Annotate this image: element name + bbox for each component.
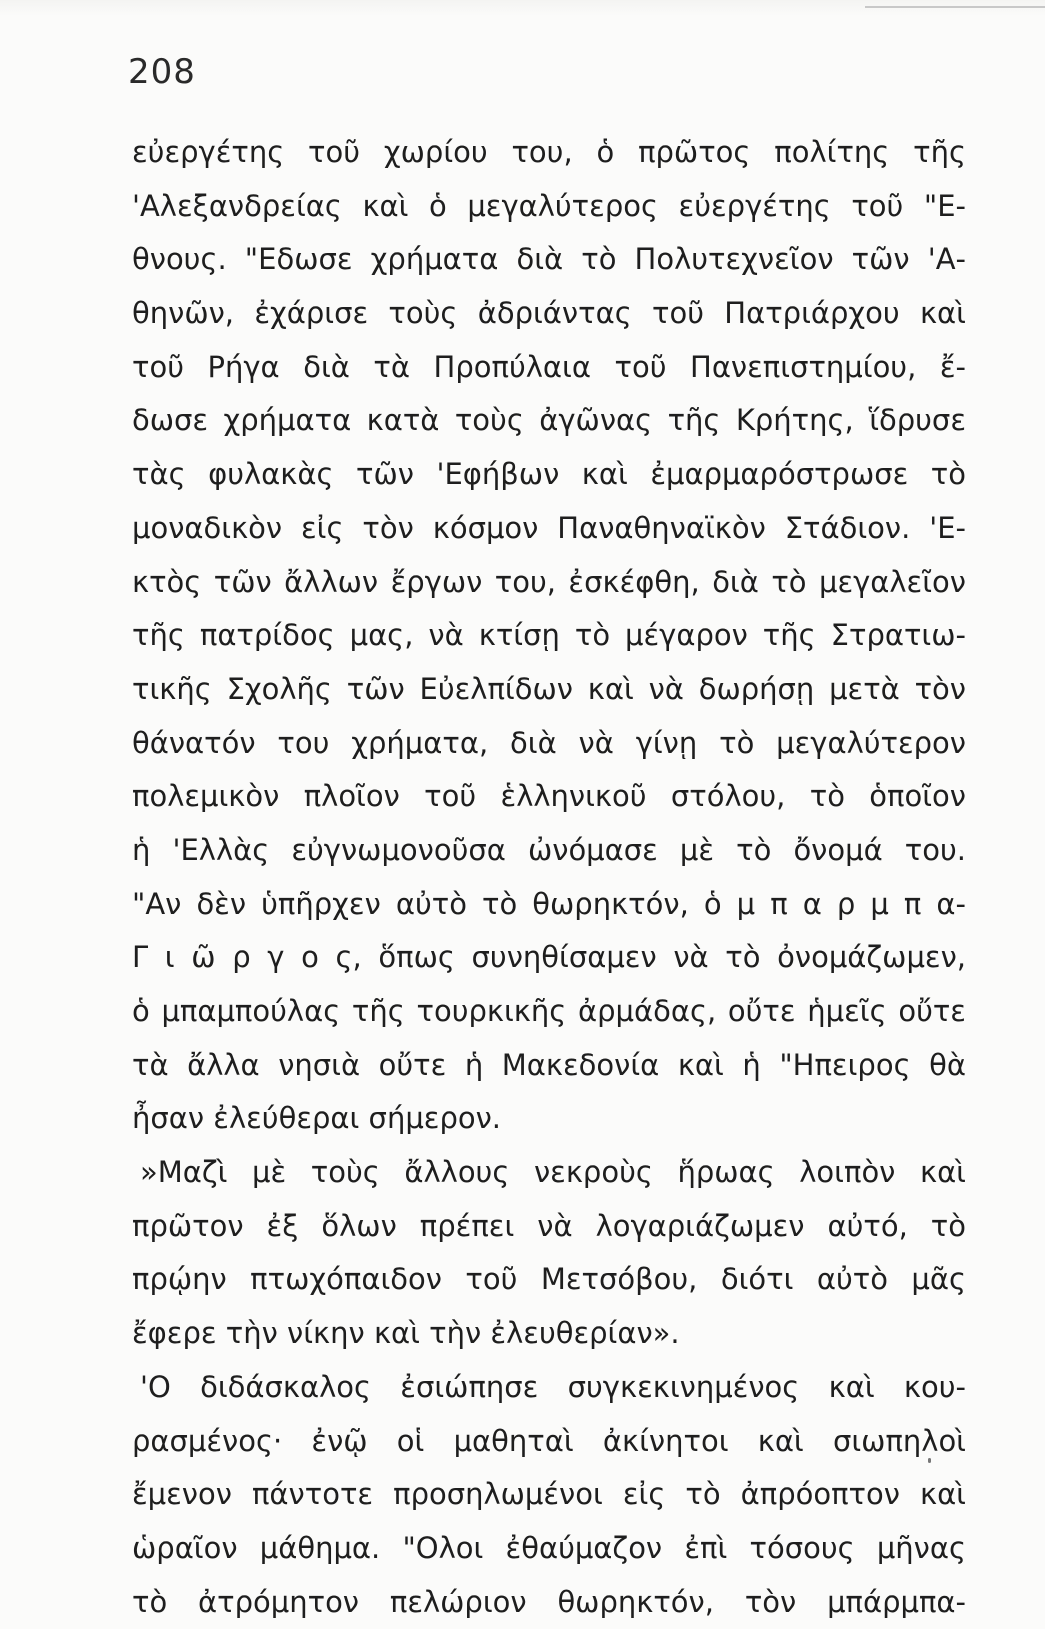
text-line: θηνῶν, ἐχάρισε τοὺς ἀδριάντας τοῦ Πατριάρχου καὶ [132,296,966,331]
body-text [132,126,966,1629]
text-line: πρῴην πτωχόπαιδον τοῦ Μετσόβου, διότι αὐτὸ μᾶς [132,1262,966,1297]
text-line: κτὸς τῶν ἄλλων ἔργων του, ἐσκέφθη, διὰ τὸ μεγαλεῖον [132,564,966,599]
text-line-paragraph-end: ἔφερε τὴν νίκην καὶ τὴν ἐλευθερίαν». [132,1316,680,1351]
text-line-paragraph-start: »Μαζὶ μὲ τοὺς ἄλλους νεκροὺς ἥρωας λοιπὸν καὶ [140,1155,966,1190]
text-line: 'Αλεξανδρείας καὶ ὁ μεγαλύτερος εὐεργέτης τοῦ "Ε- [132,188,966,223]
text-line-paragraph-end: ἦσαν ἐλεύθεραι σήμερον. [132,1101,502,1136]
text-line: εὐεργέτης τοῦ χωρίου του, ὁ πρῶτος πολίτης τῆς [132,135,966,169]
text-line: τοῦ Ρήγα διὰ τὰ Προπύλαια τοῦ Πανεπιστημίου, ἔ- [132,349,966,384]
text-line: "Αν δὲν ὑπῆρχεν αὐτὸ τὸ θωρηκτόν, ὁ μ π α ρ μ π α- [132,886,966,921]
text-line: ὁ μπαμπούλας τῆς τουρκικῆς ἀρμάδας, οὔτε ἡμεῖς οὔτε [132,994,966,1028]
print-speck [928,1458,931,1463]
text-line-paragraph-start: 'Ο διδάσκαλος ἐσιώπησε συγκεκινημένος καὶ κου- [140,1369,966,1404]
text-line: ἡ 'Ελλὰς εὐγνωμονοῦσα ὠνόμασε μὲ τὸ ὄνομά του. [132,832,966,867]
text-line: τὰ ἄλλα νησιὰ οὔτε ἡ Μακεδονία καὶ ἡ "Ηπειρος θὰ [132,1047,966,1082]
text-line: τὰς φυλακὰς τῶν 'Εφήβων καὶ ἐμαρμαρόστρωσε τὸ [132,457,966,492]
text-line: μοναδικὸν εἰς τὸν κόσμον Παναθηναϊκὸν Στάδιον. 'Ε- [132,510,966,545]
text-line: θνους. "Εδωσε χρήματα διὰ τὸ Πολυτεχνεῖον τῶν 'Α- [132,242,966,277]
page-number: 208 [128,52,196,92]
text-line: τὸ ἀτρόμητον πελώριον θωρηκτόν, τὸν μπάρμπα- [132,1584,966,1619]
text-line: πολεμικὸν πλοῖον τοῦ ἑλληνικοῦ στόλου, τὸ ὁποῖον [132,779,966,814]
text-line: Γ ι ῶ ρ γ ο ς, ὅπως συνηθίσαμεν νὰ τὸ ὀνομάζωμεν, [132,940,966,975]
text-line: ρασμένος· ἐνῷ οἱ μαθηταὶ ἀκίνητοι καὶ σιωπηλοὶ [132,1423,966,1458]
page-edge-shadow [865,6,1045,8]
text-line: ὡραῖον μάθημα. "Ολοι ἐθαύμαζον ἐπὶ τόσους μῆνας [132,1530,966,1565]
text-line: δωσε χρήματα κατὰ τοὺς ἀγῶνας τῆς Κρήτης, ἵδρυσε [132,403,966,438]
text-line: τῆς πατρίδος μας, νὰ κτίσῃ τὸ μέγαρον τῆς Στρατιω- [132,618,966,653]
text-line: θάνατόν του χρήματα, διὰ νὰ γίνῃ τὸ μεγαλύτερον [132,725,966,760]
text-line: ἔμενον πάντοτε προσηλωμένοι εἰς τὸ ἀπρόοπτον καὶ [132,1477,966,1512]
text-line: τικῆς Σχολῆς τῶν Εὐελπίδων καὶ νὰ δωρήσῃ μετὰ τὸν [132,671,966,706]
text-line: πρῶτον ἐξ ὅλων πρέπει νὰ λογαριάζωμεν αὐτό, τὸ [132,1208,966,1243]
page-top-edge [0,0,1045,16]
